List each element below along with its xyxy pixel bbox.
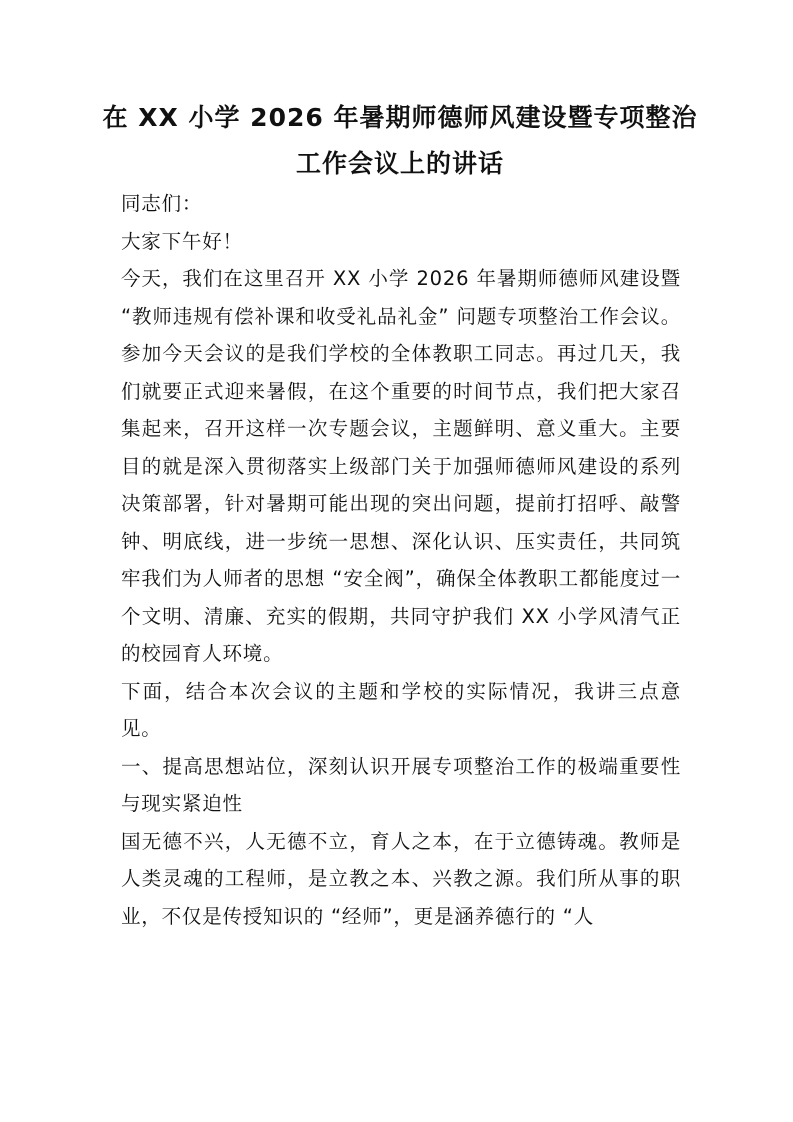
section-heading-1: 一、提高思想站位，深刻认识开展专项整治工作的极端重要性与现实紧迫性 bbox=[121, 754, 681, 815]
section-1-paragraph: 国无德不兴，人无德不立，育人之本，在于立德铸魂。教师是人类灵魂的工程师，是立教之本、兴教之源。我们所从事的职业，不仅是传授知识的 “经师”，更是涵养德行的 “人 bbox=[121, 829, 681, 928]
document-title-line-1: 在 XX 小学 2026 年暑期师德师风建设暨专项整治 bbox=[102, 103, 698, 132]
greeting: 大家下午好！ bbox=[121, 229, 243, 253]
intro-paragraph: 今天，我们在这里召开 XX 小学 2026 年暑期师德师风建设暨 “教师违规有偿补课和收受礼品礼金” 问题专项整治工作会议。参加今天会议的是我们学校的全体教职工同志。再过几天，我们就要正式迎来暑假，在这个重要的时间节点，我们把大家召集起来，召开这样一次专题会议，主题鲜明、意义重大。主要目的就是深入贯彻落实上级部门关于加强师德师风建设的系列决策部署，针对暑期可能出现的突出问题，提前打招呼、敲警钟、明底线，进一步统一思想、深化认识、压实责任，共同筑牢我们为人师者的思想 “安全阀”，确保全体教职工都能度过一个文明、清廉、充实的假期，共同守护我们 XX 小学风清气正的校园育人环境。 bbox=[121, 267, 681, 665]
document-title-line-2: 工作会议上的讲话 bbox=[295, 149, 504, 178]
document-body bbox=[121, 185, 681, 935]
salutation: 同志们： bbox=[121, 192, 203, 215]
transition-paragraph: 下面，结合本次会议的主题和学校的实际情况，我讲三点意见。 bbox=[121, 679, 681, 740]
